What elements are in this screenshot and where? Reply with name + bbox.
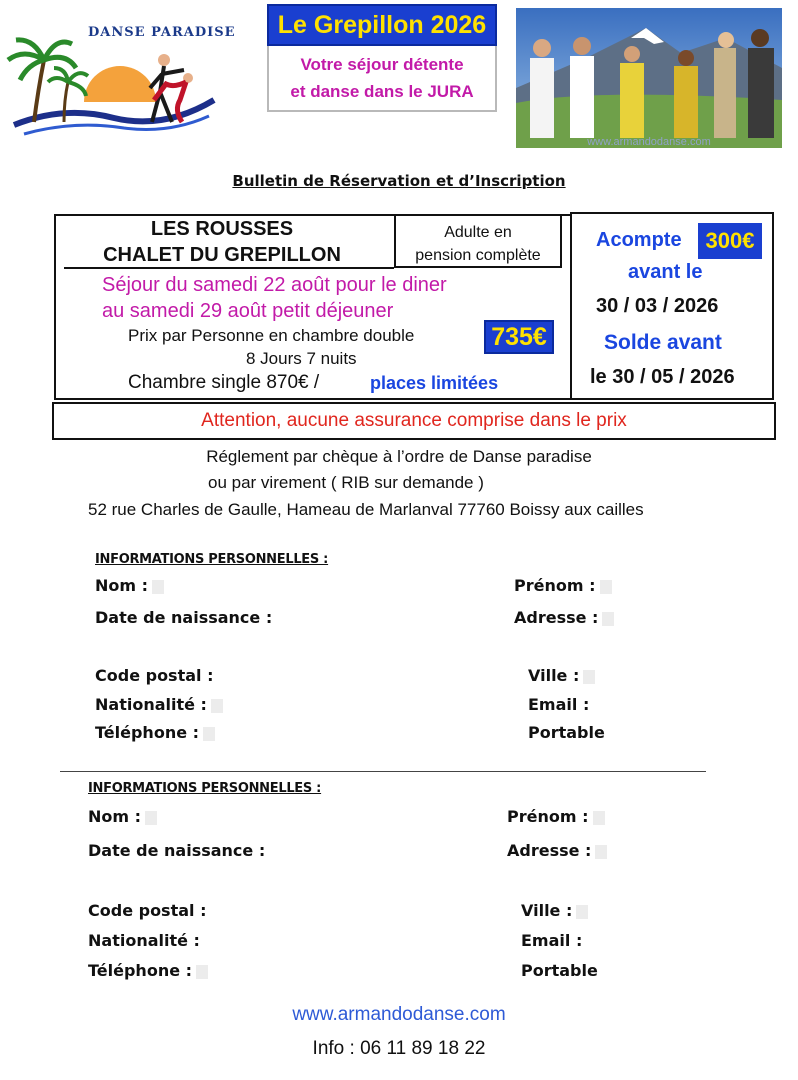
form1-title: INFORMATIONS PERSONNELLES : bbox=[95, 552, 329, 567]
form2-prenom-label: Prénom : bbox=[507, 807, 589, 826]
limited-places: places limitées bbox=[370, 373, 499, 393]
duration: 8 Jours 7 nuits bbox=[246, 349, 357, 368]
form1-telephone-field[interactable] bbox=[203, 727, 215, 741]
payment-method-line2: ou par virement ( RIB sur demande ) bbox=[208, 473, 484, 492]
form1-ville bbox=[528, 666, 595, 685]
pension-text bbox=[396, 221, 560, 267]
deposit-label: Acompte bbox=[596, 229, 682, 251]
form1-prenom-field[interactable] bbox=[600, 580, 612, 594]
photo-watermark-url: www.armandodanse.com bbox=[587, 136, 711, 148]
form1-nom-field[interactable] bbox=[152, 580, 164, 594]
form2-code-postal bbox=[88, 901, 206, 920]
form2-ville-label: Ville : bbox=[521, 901, 573, 920]
form2-nationalite-label: Nationalité : bbox=[88, 931, 200, 950]
deposit-badge: 300€ bbox=[698, 223, 762, 259]
deposit-before: avant le bbox=[628, 261, 703, 283]
danse-paradise-logo bbox=[4, 30, 219, 140]
form2-prenom bbox=[507, 807, 605, 826]
form1-nom-label: Nom : bbox=[95, 576, 149, 595]
form2-adresse bbox=[507, 841, 607, 860]
form1-portable-label: Portable bbox=[528, 723, 605, 742]
form2-email-label: Email : bbox=[521, 931, 583, 950]
form1-adresse bbox=[514, 608, 614, 627]
title-banner: Le Grepillon 2026 bbox=[267, 4, 497, 46]
form2-naissance-label: Date de naissance : bbox=[88, 841, 266, 860]
form1-prenom bbox=[514, 576, 612, 595]
form1-nom bbox=[95, 576, 164, 595]
deposit-date: 30 / 03 / 2026 bbox=[596, 295, 719, 317]
pension-line2: pension complète bbox=[415, 247, 541, 264]
form2-nom bbox=[88, 807, 157, 826]
payment-method-line1: Réglement par chèque à l’ordre de Danse paradise bbox=[206, 447, 592, 466]
form2-portable bbox=[521, 961, 598, 980]
form1-nationalite bbox=[95, 695, 223, 714]
postal-address: 52 rue Charles de Gaulle, Hameau de Marlanval 77760 Boissy aux cailles bbox=[88, 500, 644, 519]
dancers-photo bbox=[516, 8, 782, 148]
form1-adresse-field[interactable] bbox=[602, 612, 614, 626]
venue-line2: CHALET DU GREPILLON bbox=[103, 244, 341, 266]
form1-telephone bbox=[95, 723, 215, 742]
form2-naissance bbox=[88, 841, 265, 860]
subtitle-line2: et danse dans le JURA bbox=[290, 82, 474, 101]
form1-telephone-label: Téléphone : bbox=[95, 723, 200, 742]
logo-text: DANSE PARADISE bbox=[88, 25, 236, 40]
form-separator bbox=[60, 771, 706, 772]
pension-line1: Adulte en bbox=[444, 224, 512, 241]
form1-ville-label: Ville : bbox=[528, 666, 580, 685]
form2-title: INFORMATIONS PERSONNELLES : bbox=[88, 781, 322, 796]
form2-telephone bbox=[88, 961, 208, 980]
price-label: Prix par Personne en chambre double bbox=[128, 326, 415, 345]
price-badge: 735€ bbox=[484, 320, 554, 354]
form1-email-label: Email : bbox=[528, 695, 590, 714]
info-phone: Info : 06 11 89 18 22 bbox=[312, 1038, 486, 1059]
page-heading: Bulletin de Réservation et d’Inscription bbox=[232, 172, 566, 190]
form2-nom-field[interactable] bbox=[145, 811, 157, 825]
form2-prenom-field[interactable] bbox=[593, 811, 605, 825]
subtitle-box bbox=[267, 46, 497, 112]
subtitle-line1: Votre séjour détente bbox=[300, 55, 464, 74]
single-room-price: Chambre single 870€ / bbox=[128, 372, 320, 393]
form2-telephone-label: Téléphone : bbox=[88, 961, 193, 980]
form2-ville-field[interactable] bbox=[576, 905, 588, 919]
form2-ville bbox=[521, 901, 588, 920]
venue-name bbox=[66, 216, 378, 268]
venue-line1: LES ROUSSES bbox=[150, 218, 294, 240]
form2-telephone-field[interactable] bbox=[196, 965, 208, 979]
form1-email bbox=[528, 695, 589, 714]
form1-prenom-label: Prénom : bbox=[514, 576, 596, 595]
form1-naissance-label: Date de naissance : bbox=[95, 608, 273, 627]
stay-dates-line1: Séjour du samedi 22 août pour le diner bbox=[102, 274, 447, 296]
stay-dates bbox=[102, 272, 447, 324]
stay-dates-line2: au samedi 29 août petit déjeuner bbox=[102, 300, 394, 322]
form2-portable-label: Portable bbox=[521, 961, 598, 980]
form2-nom-label: Nom : bbox=[88, 807, 142, 826]
website-link[interactable]: www.armandodanse.com bbox=[292, 1004, 506, 1025]
form1-portable bbox=[528, 723, 605, 742]
form2-code-postal-label: Code postal : bbox=[88, 901, 207, 920]
form2-nationalite bbox=[88, 931, 200, 950]
form1-nationalite-field[interactable] bbox=[211, 699, 223, 713]
balance-label: Solde avant bbox=[604, 331, 722, 354]
form1-adresse-label: Adresse : bbox=[514, 608, 599, 627]
venue-underline bbox=[64, 267, 394, 269]
form1-code-postal bbox=[95, 666, 213, 685]
form1-nationalite-label: Nationalité : bbox=[95, 695, 207, 714]
form2-adresse-field[interactable] bbox=[595, 845, 607, 859]
balance-date: le 30 / 05 / 2026 bbox=[590, 366, 735, 388]
form1-naissance bbox=[95, 608, 272, 627]
form1-code-postal-label: Code postal : bbox=[95, 666, 214, 685]
form2-adresse-label: Adresse : bbox=[507, 841, 592, 860]
insurance-warning: Attention, aucune assurance comprise dans le prix bbox=[52, 402, 776, 440]
form2-email bbox=[521, 931, 582, 950]
form1-ville-field[interactable] bbox=[583, 670, 595, 684]
